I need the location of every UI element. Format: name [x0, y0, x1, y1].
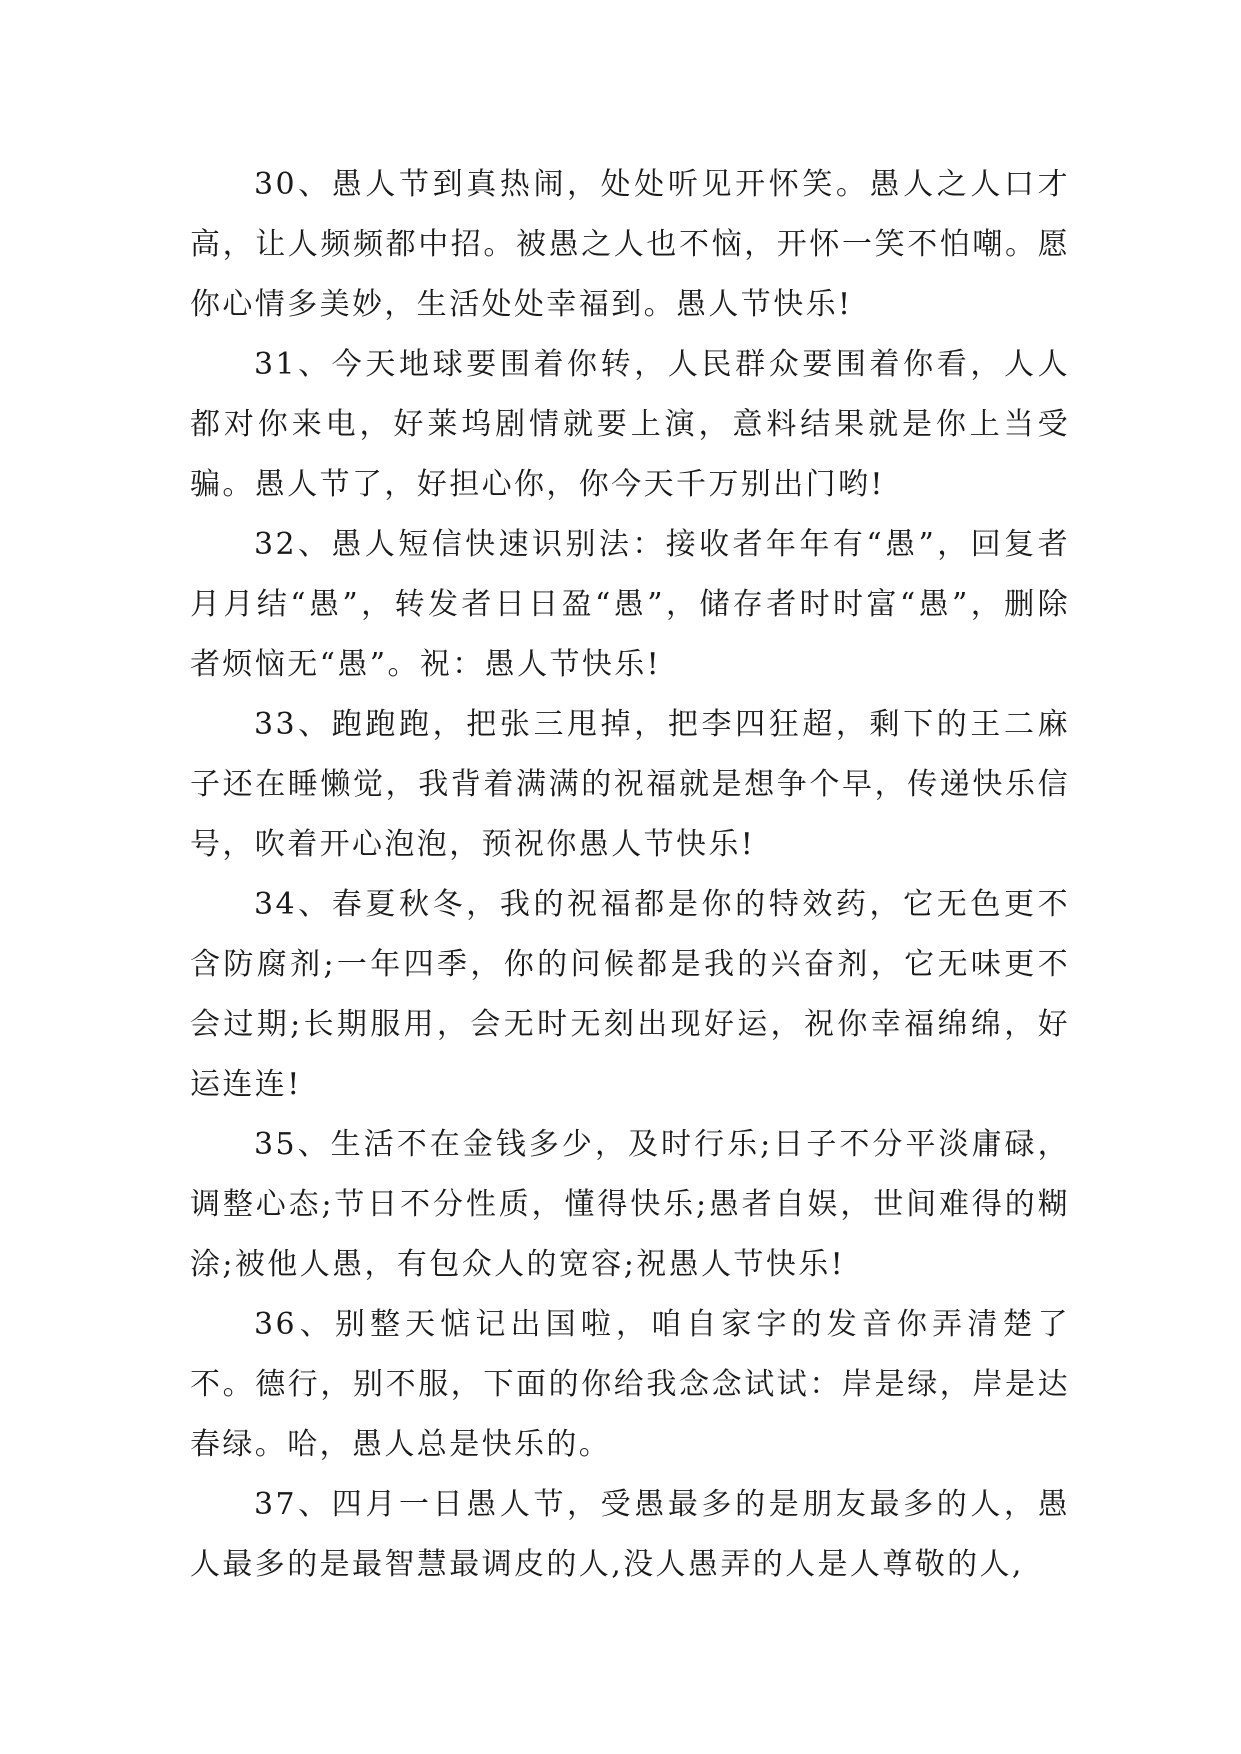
paragraph-31: 31、今天地球要围着你转，人民群众要围着你看，人人都对你来电，好莱坞剧情就要上演，意料结果就是你上当受骗。愚人节了，好担心你，你今天千万别出门哟! [190, 347, 1070, 502]
paragraph-30: 30、愚人节到真热闹，处处听见开怀笑。愚人之人口才高，让人频频都中招。被愚之人也不恼，开怀一笑不怕嘲。愿你心情多美妙，生活处处幸福到。愚人节快乐! [190, 167, 1070, 322]
paragraph-35: 35、生活不在金钱多少，及时行乐;日子不分平淡庸碌，调整心态;节日不分性质，懂得快乐;愚者自娱，世间难得的糊涂;被他人愚，有包众人的宽容;祝愚人节快乐! [190, 1127, 1070, 1282]
paragraph-34: 34、春夏秋冬，我的祝福都是你的特效药，它无色更不含防腐剂;一年四季，你的问候都是我的兴奋剂，它无味更不会过期;长期服用，会无时无刻出现好运，祝你幸福绵绵，好运连连! [190, 887, 1070, 1102]
paragraph-37: 37、四月一日愚人节，受愚最多的是朋友最多的人，愚人最多的是最智慧最调皮的人,没人愚弄的人是人尊敬的人, [190, 1487, 1070, 1582]
paragraph-36: 36、别整天惦记出国啦，咱自家字的发音你弄清楚了不。德行，别不服，下面的你给我念念试试：岸是绿，岸是达春绿。哈，愚人总是快乐的。 [190, 1307, 1070, 1462]
paragraph-33: 33、跑跑跑，把张三甩掉，把李四狂超，剩下的王二麻子还在睡懒觉，我背着满满的祝福就是想争个早，传递快乐信号，吹着开心泡泡，预祝你愚人节快乐! [190, 707, 1070, 862]
document-body [190, 155, 1070, 1595]
paragraph-32: 32、愚人短信快速识别法：接收者年年有“愚”，回复者月月结“愚”，转发者日日盈“愚”，储存者时时富“愚”，删除者烦恼无“愚”。祝：愚人节快乐! [190, 527, 1070, 682]
